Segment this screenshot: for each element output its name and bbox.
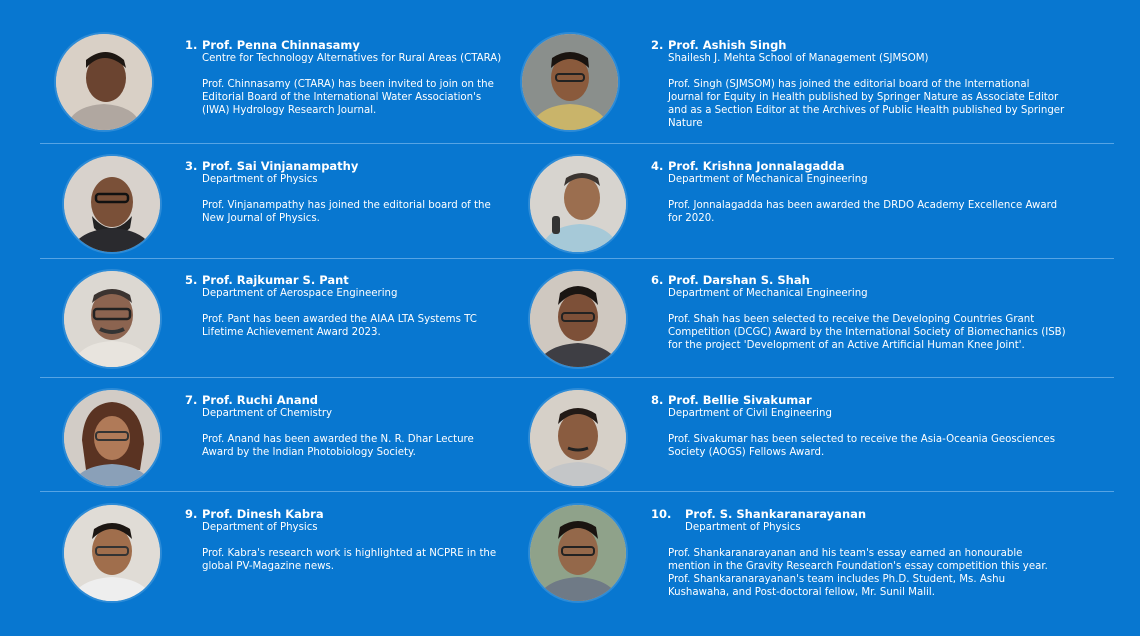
achievement-description: Prof. Anand has been awarded the N. R. Dhar Lecture Award by the Indian Photobiology Society. [202,434,474,458]
entry-number: 1. [185,38,198,52]
avatar-photo [522,34,618,130]
entry-number: 8. [651,393,664,407]
achievement-description: Prof. Kabra's research work is highlighted at NCPRE in the global PV-Magazine news. [202,548,497,572]
avatar-photo [56,34,152,130]
entry-number: 7. [185,393,198,407]
department: Department of Physics [685,522,801,533]
achievement-description: Prof. Shah has been selected to receive the Developing Countries Grant Competition (DCGC) Award by the International Society of Biomechanics (ISB) for the project 'Development of an Active Artificial Human Knee Joint'. [668,314,1066,351]
department: Department of Mechanical Engineering [668,288,868,299]
avatar-photo [64,505,160,601]
professor-name: Prof. Ruchi Anand [202,393,319,407]
department: Department of Physics [202,174,318,185]
divider [40,377,1114,378]
professor-name: Prof. Sai Vinjanampathy [202,159,359,173]
professor-name: Prof. Krishna Jonnalagadda [668,159,845,173]
avatar-photo [530,390,626,486]
department: Department of Civil Engineering [668,408,832,419]
avatar-photo [530,156,626,252]
professor-name: Prof. S. Shankaranarayanan [685,507,867,521]
achievement-description: Prof. Chinnasamy (CTARA) has been invited to join on the Editorial Board of the International Water Association's (IWA) Hydrology Research Journal. [202,79,494,116]
department: Centre for Technology Alternatives for Rural Areas (CTARA) [202,53,502,64]
avatar-photo [64,156,160,252]
professor-name: Prof. Dinesh Kabra [202,507,324,521]
avatar-photo [530,271,626,367]
professor-name: Prof. Rajkumar S. Pant [202,273,349,287]
department: Department of Aerospace Engineering [202,288,398,299]
achievement-description: Prof. Sivakumar has been selected to receive the Asia-Oceania Geosciences Society (AOGS) Fellows Award. [668,434,1056,458]
department: Department of Physics [202,522,318,533]
entry-number: 3. [185,159,198,173]
divider [40,143,1114,144]
achievement-description: Prof. Singh (SJMSOM) has joined the editorial board of the International Journal for Equity in Health published by Springer Nature as Associate Editor and as a Section Editor at the Archives of Public Health published by Springer Nature [668,79,1065,129]
department: Department of Chemistry [202,408,333,419]
avatar-photo [64,390,160,486]
department: Department of Mechanical Engineering [668,174,868,185]
divider [40,258,1114,259]
achievement-description: Prof. Shankaranarayanan and his team's essay earned an honourable mention in the Gravity Research Foundation's essay competition this year. Prof. Shankaranarayanan's team includes Ph.D. Student, Ms. Ashu Kushawaha, and Post-doctoral fellow, Mr. Sunil Malil. [668,548,1048,598]
professor-name: Prof. Ashish Singh [668,38,787,52]
department: Shailesh J. Mehta School of Management (SJMSOM) [668,53,929,64]
entry-number: 10. [651,507,672,521]
entry-number: 6. [651,273,664,287]
divider [40,491,1114,492]
achievement-description: Prof. Pant has been awarded the AIAA LTA Systems TC Lifetime Achievement Award 2023. [202,314,477,338]
entry-number: 9. [185,507,198,521]
professor-name: Prof. Bellie Sivakumar [668,393,812,407]
professor-name: Prof. Penna Chinnasamy [202,38,360,52]
avatar-photo [530,505,626,601]
entry-number: 5. [185,273,198,287]
entry-number: 2. [651,38,664,52]
achievement-description: Prof. Jonnalagadda has been awarded the DRDO Academy Excellence Award for 2020. [668,200,1058,224]
achievement-description: Prof. Vinjanampathy has joined the editorial board of the New Journal of Physics. [202,200,491,224]
professor-name: Prof. Darshan S. Shah [668,273,810,287]
entry-number: 4. [651,159,664,173]
avatar-photo [64,271,160,367]
